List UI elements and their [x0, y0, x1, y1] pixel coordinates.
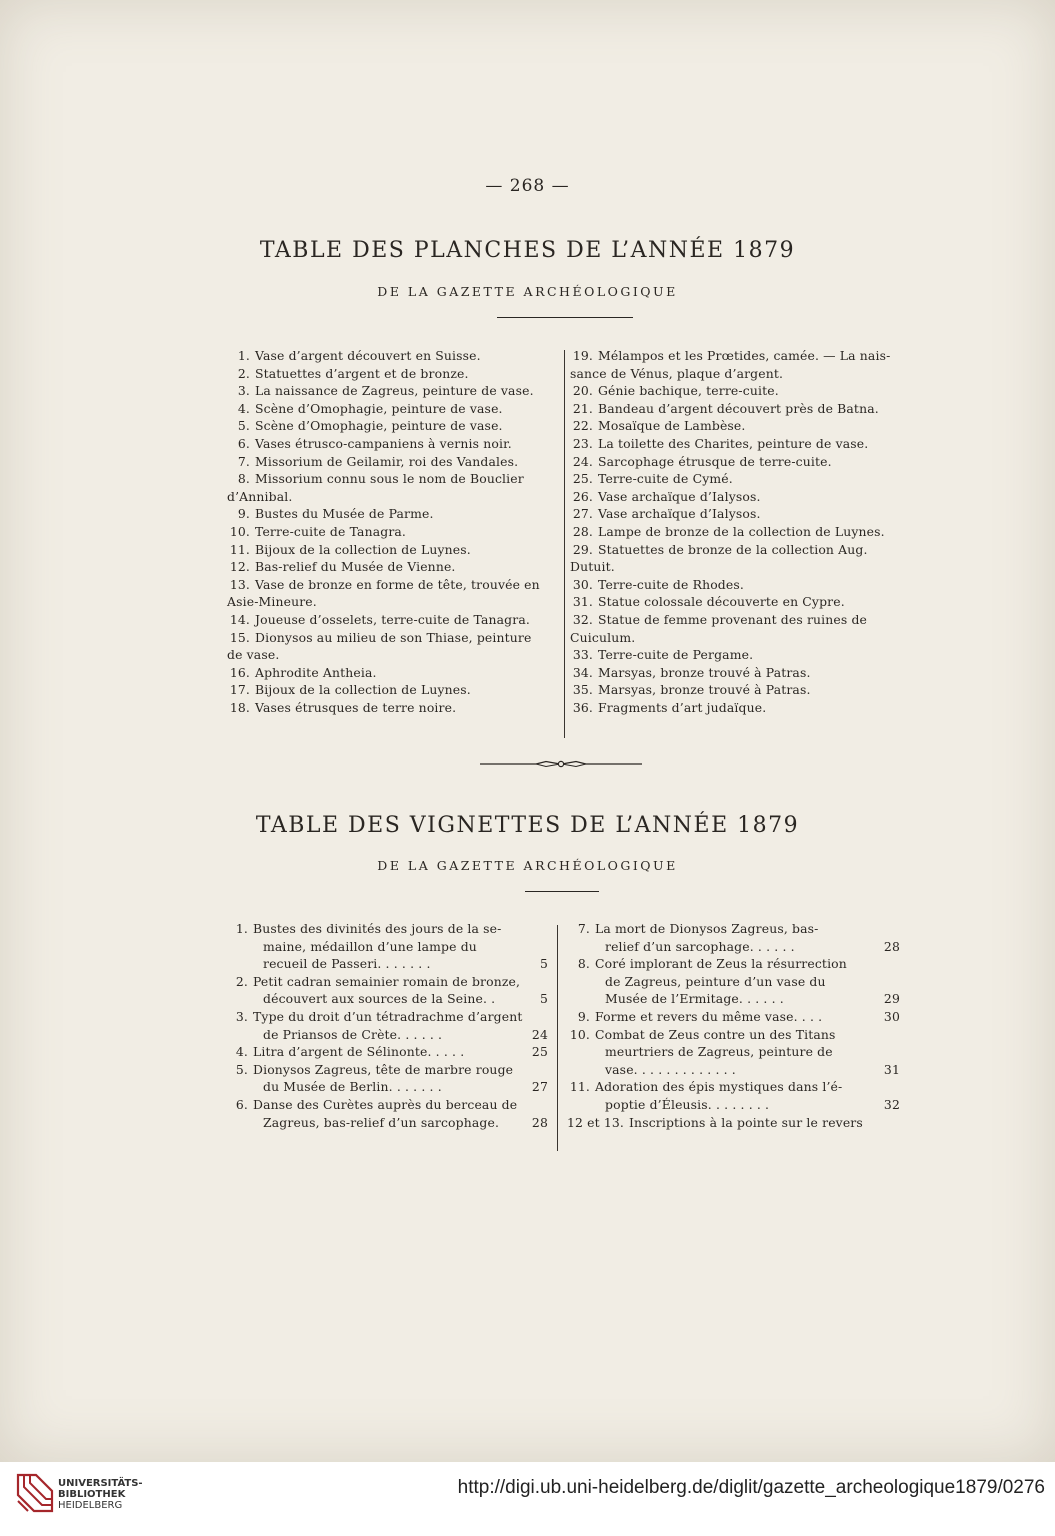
vignette-continuation: [567, 973, 900, 991]
vignette-continuation: [567, 1061, 900, 1079]
page-reference: [876, 955, 900, 973]
library-name-line3: HEIDELBERG: [58, 1500, 123, 1511]
planches-subtitle: DE LA GAZETTE ARCHÉOLOGIQUE: [377, 284, 678, 299]
page-reference: [524, 938, 548, 956]
entry-number: 22.: [572, 418, 593, 434]
vignette-line-text: [263, 990, 495, 1008]
library-name-line1: UNIVERSITÄTS-: [58, 1478, 143, 1489]
planche-entry: [570, 681, 890, 699]
vignette-line-text: [263, 1114, 499, 1132]
planche-entry: [227, 629, 540, 647]
planche-entry: [227, 417, 540, 435]
planche-entry: [227, 453, 540, 471]
vignette-entry: [225, 920, 548, 973]
vignette-line-text: [605, 1043, 833, 1061]
vignette-continuation: [225, 990, 548, 1008]
entry-number: 8.: [237, 471, 250, 487]
entry-text: poptie d’Éleusis. . . . . . . .: [605, 1096, 770, 1112]
page-reference: [876, 1043, 900, 1061]
entry-number: 34.: [572, 664, 593, 680]
planche-entry: [570, 541, 890, 559]
entry-text: Statuettes d’argent et de bronze.: [255, 365, 469, 381]
entry-number: 7.: [577, 921, 590, 936]
university-library-logo-icon: [16, 1473, 54, 1513]
vignette-line-text: [567, 955, 847, 973]
planche-entry: [227, 470, 540, 488]
entry-text: Bandeau d’argent découvert près de Batna.: [598, 400, 879, 416]
entry-number: 31.: [572, 594, 593, 610]
vignette-first-line: [567, 1078, 900, 1096]
entry-number: 16.: [229, 664, 250, 680]
entry-text: Inscriptions à la pointe sur le revers: [629, 1114, 863, 1130]
vignette-line-text: [225, 973, 520, 991]
entry-text: Statuettes de bronze de la collection Aug.: [598, 541, 868, 557]
vignette-line-text: [263, 955, 431, 973]
entry-text: Zagreus, bas-relief d’un sarcophage.: [263, 1114, 500, 1130]
entry-text: du Musée de Berlin. . . . . . .: [263, 1079, 442, 1095]
page-reference: 5: [539, 991, 548, 1007]
entry-number: 5.: [235, 1061, 248, 1077]
entry-text: Sarcophage étrusque de terre-cuite.: [598, 453, 832, 469]
vignette-line-text: [263, 938, 477, 956]
entry-number: 26.: [572, 488, 593, 504]
entry-text: de Zagreus, peinture d’un vase du: [605, 973, 826, 989]
page-reference: 5: [539, 956, 548, 972]
entry-number: 10.: [229, 523, 250, 539]
entry-number: 15.: [229, 629, 250, 645]
entry-text: Bustes du Musée de Parme.: [255, 506, 434, 522]
vignette-entry: [567, 1026, 900, 1079]
entry-text: Adoration des épis mystiques dans l’é-: [595, 1079, 843, 1095]
vignette-line-text: [567, 920, 818, 938]
vignette-line-text: [567, 1008, 822, 1026]
entry-text: recueil de Passeri. . . . . . .: [263, 956, 431, 972]
entry-text: Dionysos Zagreus, tête de marbre rouge: [253, 1061, 514, 1077]
entry-text: Bas-relief du Musée de Vienne.: [255, 559, 456, 575]
vignette-continuation: [225, 1026, 548, 1044]
planche-entry: [227, 681, 540, 699]
vignettes-column-divider: [557, 925, 558, 1151]
vignette-first-line: [225, 1061, 548, 1079]
vignette-line-text: [225, 1061, 513, 1079]
planche-entry: [570, 470, 890, 488]
entry-number: 27.: [572, 506, 593, 522]
vignette-continuation: [225, 938, 548, 956]
entry-number: 30.: [572, 576, 593, 592]
vignette-line-text: [225, 1043, 464, 1061]
vignette-entry: [225, 973, 548, 1008]
planche-entry: [227, 576, 540, 594]
page-reference: 28: [883, 938, 900, 954]
entry-number: 2.: [235, 973, 248, 989]
planche-entry: [570, 646, 890, 664]
entry-number: 12.: [229, 559, 250, 575]
source-url[interactable]: http://digi.ub.uni-heidelberg.de/diglit/gazette_archeologique1879/0276: [457, 1477, 1045, 1498]
planche-entry: [570, 699, 890, 717]
planche-entry: [227, 505, 540, 523]
planche-entry: [570, 611, 890, 629]
vignettes-right-column: [567, 920, 900, 1131]
entry-text: Marsyas, bronze trouvé à Patras.: [598, 682, 811, 698]
page-reference: [876, 1078, 900, 1096]
entry-number: 8.: [577, 956, 590, 972]
vignette-continuation: [225, 955, 548, 973]
entry-number: 21.: [572, 400, 593, 416]
entry-text: Coré implorant de Zeus la résurrection: [595, 956, 847, 972]
entry-text: Dionysos au milieu de son Thiase, peinture: [255, 629, 532, 645]
entry-text: Terre-cuite de Rhodes.: [598, 576, 744, 592]
planches-right-column: [570, 347, 890, 716]
entry-text: La toilette des Charites, peinture de vase.: [598, 435, 869, 451]
vignette-line-text: [263, 1078, 442, 1096]
entry-number: 9.: [577, 1008, 590, 1024]
entry-number: 32.: [572, 611, 593, 627]
entry-number: 4.: [235, 1044, 248, 1060]
planche-entry: [227, 611, 540, 629]
entry-text: Bijoux de la collection de Luynes.: [255, 682, 471, 698]
planche-entry: [227, 541, 540, 559]
entry-text: Bustes des divinités des jours de la se-: [253, 921, 502, 936]
entry-text: Forme et revers du même vase. . . .: [595, 1008, 823, 1024]
planche-entry: [570, 593, 890, 611]
entry-continuation: d’Annibal.: [227, 488, 293, 504]
vignette-entry: [225, 1043, 548, 1061]
entry-number: 17.: [229, 682, 250, 698]
entry-text: Vase archaïque d’Ialysos.: [598, 488, 761, 504]
vignette-entry: [567, 920, 900, 955]
planche-entry: [227, 664, 540, 682]
entry-number: 28.: [572, 523, 593, 539]
entry-number: 6.: [235, 1096, 248, 1112]
page-reference: [876, 973, 900, 991]
vignette-first-line: [225, 1096, 548, 1114]
vignette-continuation: [225, 1078, 548, 1096]
vignette-line-text: [605, 990, 784, 1008]
entry-text: Vases étrusques de terre noire.: [255, 699, 457, 715]
entry-text: de Priansos de Crète. . . . . .: [263, 1026, 443, 1042]
entry-text: Vase archaïque d’Ialysos.: [598, 506, 761, 522]
planche-entry: [570, 382, 890, 400]
vignette-entry: [225, 1008, 548, 1043]
page-reference: [876, 920, 900, 938]
entry-continuation: sance de Vénus, plaque d’argent.: [570, 365, 784, 381]
entry-number: 23.: [572, 435, 593, 451]
vignette-entry: [567, 1078, 900, 1113]
entry-text: Scène d’Omophagie, peinture de vase.: [255, 418, 503, 434]
planche-entry: [227, 347, 540, 365]
entry-number: 33.: [572, 647, 593, 663]
entry-text: Vases étrusco-campaniens à vernis noir.: [255, 435, 512, 451]
page-reference: 32: [883, 1096, 900, 1112]
vignettes-subtitle: DE LA GAZETTE ARCHÉOLOGIQUE: [377, 858, 678, 873]
planche-entry: [570, 347, 890, 365]
page-number: — 268 —: [485, 176, 570, 196]
planches-title: TABLE DES PLANCHES DE L’ANNÉE 1879: [259, 238, 796, 263]
planche-entry: [570, 576, 890, 594]
planches-column-divider: [564, 350, 565, 738]
entry-text: Combat de Zeus contre un des Titans: [595, 1026, 836, 1042]
entry-number: 2.: [237, 365, 250, 381]
vignette-line-text: [225, 1096, 517, 1114]
vignette-continuation: [567, 938, 900, 956]
entry-text: Mélampos et les Prœtides, camée. — La nais-: [598, 348, 891, 363]
vignette-line-text: [567, 1114, 863, 1132]
page-reference: [524, 1096, 548, 1114]
vignette-line-text: [605, 973, 826, 991]
entry-text: Statue de femme provenant des ruines de: [598, 611, 868, 627]
library-name-line2: BIBLIOTHEK: [58, 1489, 126, 1500]
vignette-entry: [567, 955, 900, 1008]
vignette-line-text: [605, 1061, 736, 1079]
vignette-first-line: [567, 1114, 900, 1132]
page-reference: [876, 1114, 900, 1132]
entry-number: 11.: [569, 1079, 590, 1095]
planche-entry: [227, 523, 540, 541]
entry-number: 1.: [237, 348, 250, 363]
page-reference: [876, 1026, 900, 1044]
entry-number: 10.: [569, 1026, 590, 1042]
entry-number: 3.: [237, 383, 250, 399]
vignette-line-text: [567, 1078, 842, 1096]
entry-text: Vase de bronze en forme de tête, trouvée en: [255, 576, 540, 592]
entry-number: 24.: [572, 453, 593, 469]
entry-text: Vase d’argent découvert en Suisse.: [255, 348, 481, 363]
vignette-first-line: [567, 920, 900, 938]
vignette-first-line: [225, 973, 548, 991]
entry-text: Litra d’argent de Sélinonte. . . . .: [253, 1044, 465, 1060]
planche-entry: [570, 400, 890, 418]
planche-entry: [227, 435, 540, 453]
vignettes-rule: [525, 891, 599, 892]
page-reference: 24: [531, 1026, 548, 1042]
entry-text: La naissance de Zagreus, peinture de vase.: [255, 383, 534, 399]
entry-text: Danse des Curètes auprès du berceau de: [253, 1096, 518, 1112]
footer-bar: [0, 1462, 1055, 1536]
vignette-first-line: [225, 920, 548, 938]
entry-continuation: de vase.: [227, 647, 280, 663]
planche-entry: [570, 453, 890, 471]
entry-text: relief d’un sarcophage. . . . . .: [605, 938, 795, 954]
entry-text: Mosaïque de Lambèse.: [598, 418, 746, 434]
entry-number: 14.: [229, 611, 250, 627]
entry-text: Bijoux de la collection de Luynes.: [255, 541, 471, 557]
planches-left-column: [227, 347, 540, 716]
entry-text: Missorium de Geilamir, roi des Vandales.: [255, 453, 519, 469]
page-reference: 31: [883, 1061, 900, 1077]
vignettes-left-column: [225, 920, 548, 1131]
planche-entry: [570, 523, 890, 541]
vignette-continuation: [567, 1096, 900, 1114]
planche-entry: [227, 699, 540, 717]
vignette-line-text: [225, 920, 501, 938]
entry-text: Terre-cuite de Pergame.: [598, 647, 754, 663]
entry-number: 13.: [229, 576, 250, 592]
entry-number: 1.: [235, 921, 248, 936]
entry-number: 9.: [237, 506, 250, 522]
entry-text: découvert aux sources de la Seine. .: [263, 991, 496, 1007]
vignette-line-text: [225, 1008, 522, 1026]
planche-entry: [570, 505, 890, 523]
planche-entry: [227, 382, 540, 400]
entry-text: La mort de Dionysos Zagreus, bas-: [595, 921, 819, 936]
entry-text: Terre-cuite de Tanagra.: [255, 523, 407, 539]
page-reference: 28: [531, 1114, 548, 1130]
planche-entry: [570, 488, 890, 506]
page-reference: [524, 920, 548, 938]
entry-number: 6.: [237, 435, 250, 451]
vignette-continuation: [225, 1114, 548, 1132]
entry-continuation: Dutuit.: [570, 559, 615, 575]
page-reference: 30: [883, 1008, 900, 1024]
vignette-line-text: [263, 1026, 442, 1044]
vignettes-title: TABLE DES VIGNETTES DE L’ANNÉE 1879: [255, 813, 800, 838]
entry-number: 25.: [572, 471, 593, 487]
page-reference: [524, 1061, 548, 1079]
entry-text: Type du droit d’un tétradrachme d’argent: [253, 1008, 523, 1024]
entry-number: 12 et 13.: [567, 1114, 625, 1130]
vignette-first-line: [567, 1008, 900, 1026]
page-reference: 27: [531, 1079, 548, 1095]
entry-number: 36.: [572, 699, 593, 715]
planche-entry: [227, 365, 540, 383]
entry-number: 18.: [229, 699, 250, 715]
vignette-line-text: [567, 1026, 836, 1044]
vignette-first-line: [225, 1043, 548, 1061]
entry-text: meurtriers de Zagreus, peinture de: [605, 1044, 833, 1060]
entry-text: Fragments d’art judaïque.: [598, 699, 767, 715]
entry-text: Lampe de bronze de la collection de Luynes.: [598, 523, 885, 539]
entry-continuation: Cuiculum.: [570, 629, 636, 645]
page-reference: 29: [883, 991, 900, 1007]
entry-text: maine, médaillon d’une lampe du: [263, 938, 477, 954]
planches-rule: [497, 317, 633, 318]
page-reference: 25: [531, 1044, 548, 1060]
ornament-divider-icon: [478, 757, 644, 771]
vignette-line-text: [605, 938, 795, 956]
planche-entry: [570, 664, 890, 682]
entry-text: Joueuse d’osselets, terre-cuite de Tanagra.: [255, 611, 530, 627]
entry-text: Génie bachique, terre-cuite.: [598, 383, 779, 399]
entry-number: 29.: [572, 541, 593, 557]
library-name: [58, 1478, 143, 1511]
entry-text: Statue colossale découverte en Cypre.: [598, 594, 845, 610]
entry-number: 7.: [237, 453, 250, 469]
entry-text: Marsyas, bronze trouvé à Patras.: [598, 664, 811, 680]
vignette-entry: [567, 1114, 900, 1132]
entry-number: 3.: [235, 1008, 248, 1024]
vignette-line-text: [605, 1096, 769, 1114]
entry-number: 35.: [572, 682, 593, 698]
vignette-continuation: [567, 1043, 900, 1061]
entry-number: 4.: [237, 400, 250, 416]
page-reference: [524, 973, 548, 991]
vignette-entry: [225, 1096, 548, 1131]
entry-number: 11.: [229, 541, 250, 557]
vignette-continuation: [567, 990, 900, 1008]
entry-text: Musée de l’Ermitage. . . . . .: [605, 991, 784, 1007]
entry-number: 20.: [572, 383, 593, 399]
entry-text: vase. . . . . . . . . . . . .: [605, 1061, 736, 1077]
entry-text: Scène d’Omophagie, peinture de vase.: [255, 400, 503, 416]
entry-text: Terre-cuite de Cymé.: [598, 471, 733, 487]
vignette-first-line: [567, 955, 900, 973]
planche-entry: [227, 558, 540, 576]
entry-number: 19.: [572, 348, 593, 363]
planche-entry: [570, 417, 890, 435]
planche-entry: [570, 435, 890, 453]
planche-entry: [227, 400, 540, 418]
page-reference: [524, 1008, 548, 1026]
vignette-first-line: [225, 1008, 548, 1026]
entry-number: 5.: [237, 418, 250, 434]
vignette-first-line: [567, 1026, 900, 1044]
entry-continuation: Asie-Mineure.: [227, 594, 317, 610]
entry-text: Petit cadran semainier romain de bronze,: [253, 973, 521, 989]
entry-text: Missorium connu sous le nom de Bouclier: [255, 471, 524, 487]
vignette-entry: [567, 1008, 900, 1026]
vignette-entry: [225, 1061, 548, 1096]
entry-text: Aphrodite Antheia.: [255, 664, 377, 680]
